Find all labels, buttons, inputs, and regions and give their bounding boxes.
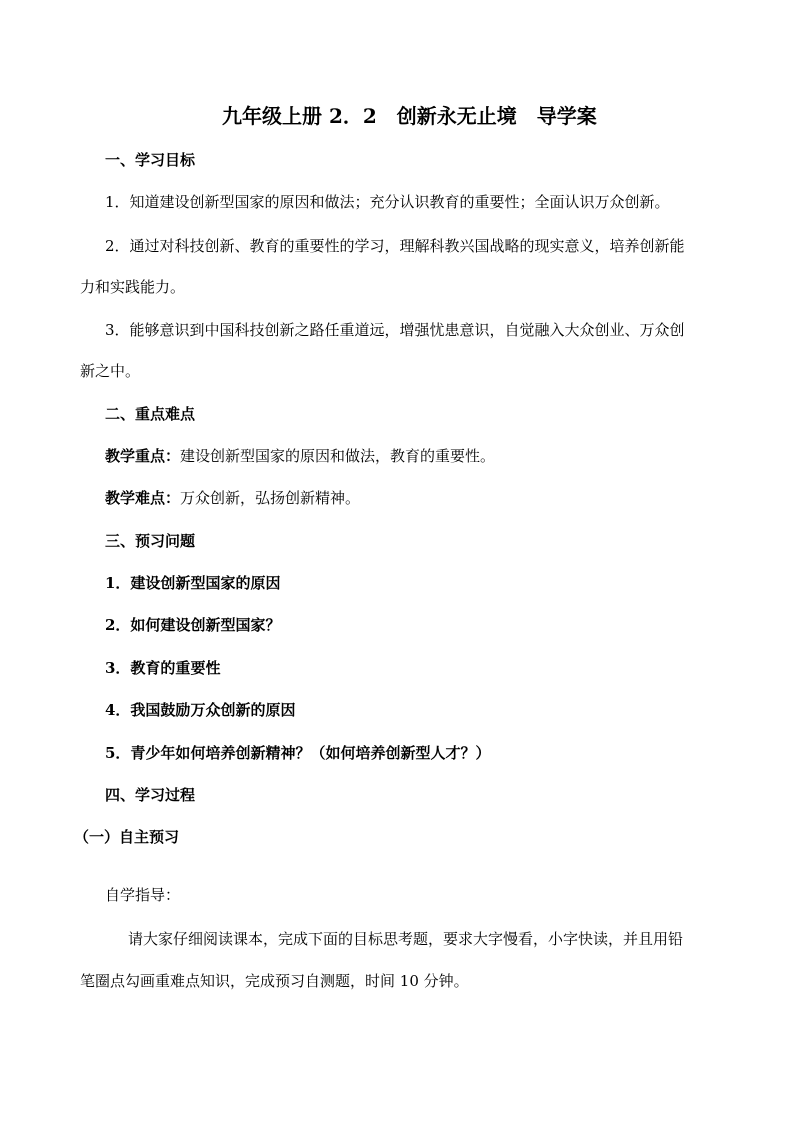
sub-heading-self-preview: （一）自主预习	[74, 828, 180, 846]
self-study-guide-label: 自学指导：	[105, 886, 181, 904]
goal-item-3-line-2: 新之中。	[80, 362, 141, 380]
teaching-difficult-label: 教学难点：	[105, 489, 181, 507]
teaching-difficult-text: 万众创新，弘扬创新精神。	[180, 489, 361, 507]
guide-text-line-1: 请大家仔细阅读课本，完成下面的目标思考题，要求大字慢看，小字快读，并且用铅	[128, 930, 684, 948]
goal-item-2-line-1: 2．通过对科技创新、教育的重要性的学习，理解科教兴国战略的现实意义，培养创新能	[105, 237, 685, 255]
section-heading-learning-process: 四、学习过程	[105, 786, 196, 804]
section-heading-goals: 一、学习目标	[105, 151, 196, 169]
question-item: 2．如何建设创新型国家？	[105, 616, 281, 634]
question-item: 3．教育的重要性	[105, 659, 221, 677]
question-item: 5．青少年如何培养创新精神？（如何培养创新型人才？）	[105, 744, 491, 762]
question-item: 4．我国鼓励万众创新的原因	[105, 701, 296, 719]
teaching-difficult-point	[105, 488, 360, 508]
goal-item-1: 1．知道建设创新型国家的原因和做法；充分认识教育的重要性；全面认识万众创新。	[105, 193, 670, 211]
teaching-key-text: 建设创新型国家的原因和做法，教育的重要性。	[180, 447, 496, 465]
page-title: 九年级上册 2．2 创新永无止境 导学案	[222, 104, 597, 128]
teaching-key-point	[105, 446, 495, 466]
goal-item-3-line-1: 3．能够意识到中国科技创新之路任重道远，增强忧患意识，自觉融入大众创业、万众创	[105, 321, 685, 339]
question-item: 1．建设创新型国家的原因	[105, 574, 281, 592]
goal-item-2-line-2: 力和实践能力。	[80, 278, 186, 296]
teaching-key-label: 教学重点：	[105, 447, 181, 465]
guide-text-line-2: 笔圈点勾画重难点知识，完成预习自测题，时间 10 分钟。	[80, 972, 469, 990]
section-heading-key-points: 二、重点难点	[105, 405, 196, 423]
section-heading-preview-questions: 三、预习问题	[105, 532, 196, 550]
